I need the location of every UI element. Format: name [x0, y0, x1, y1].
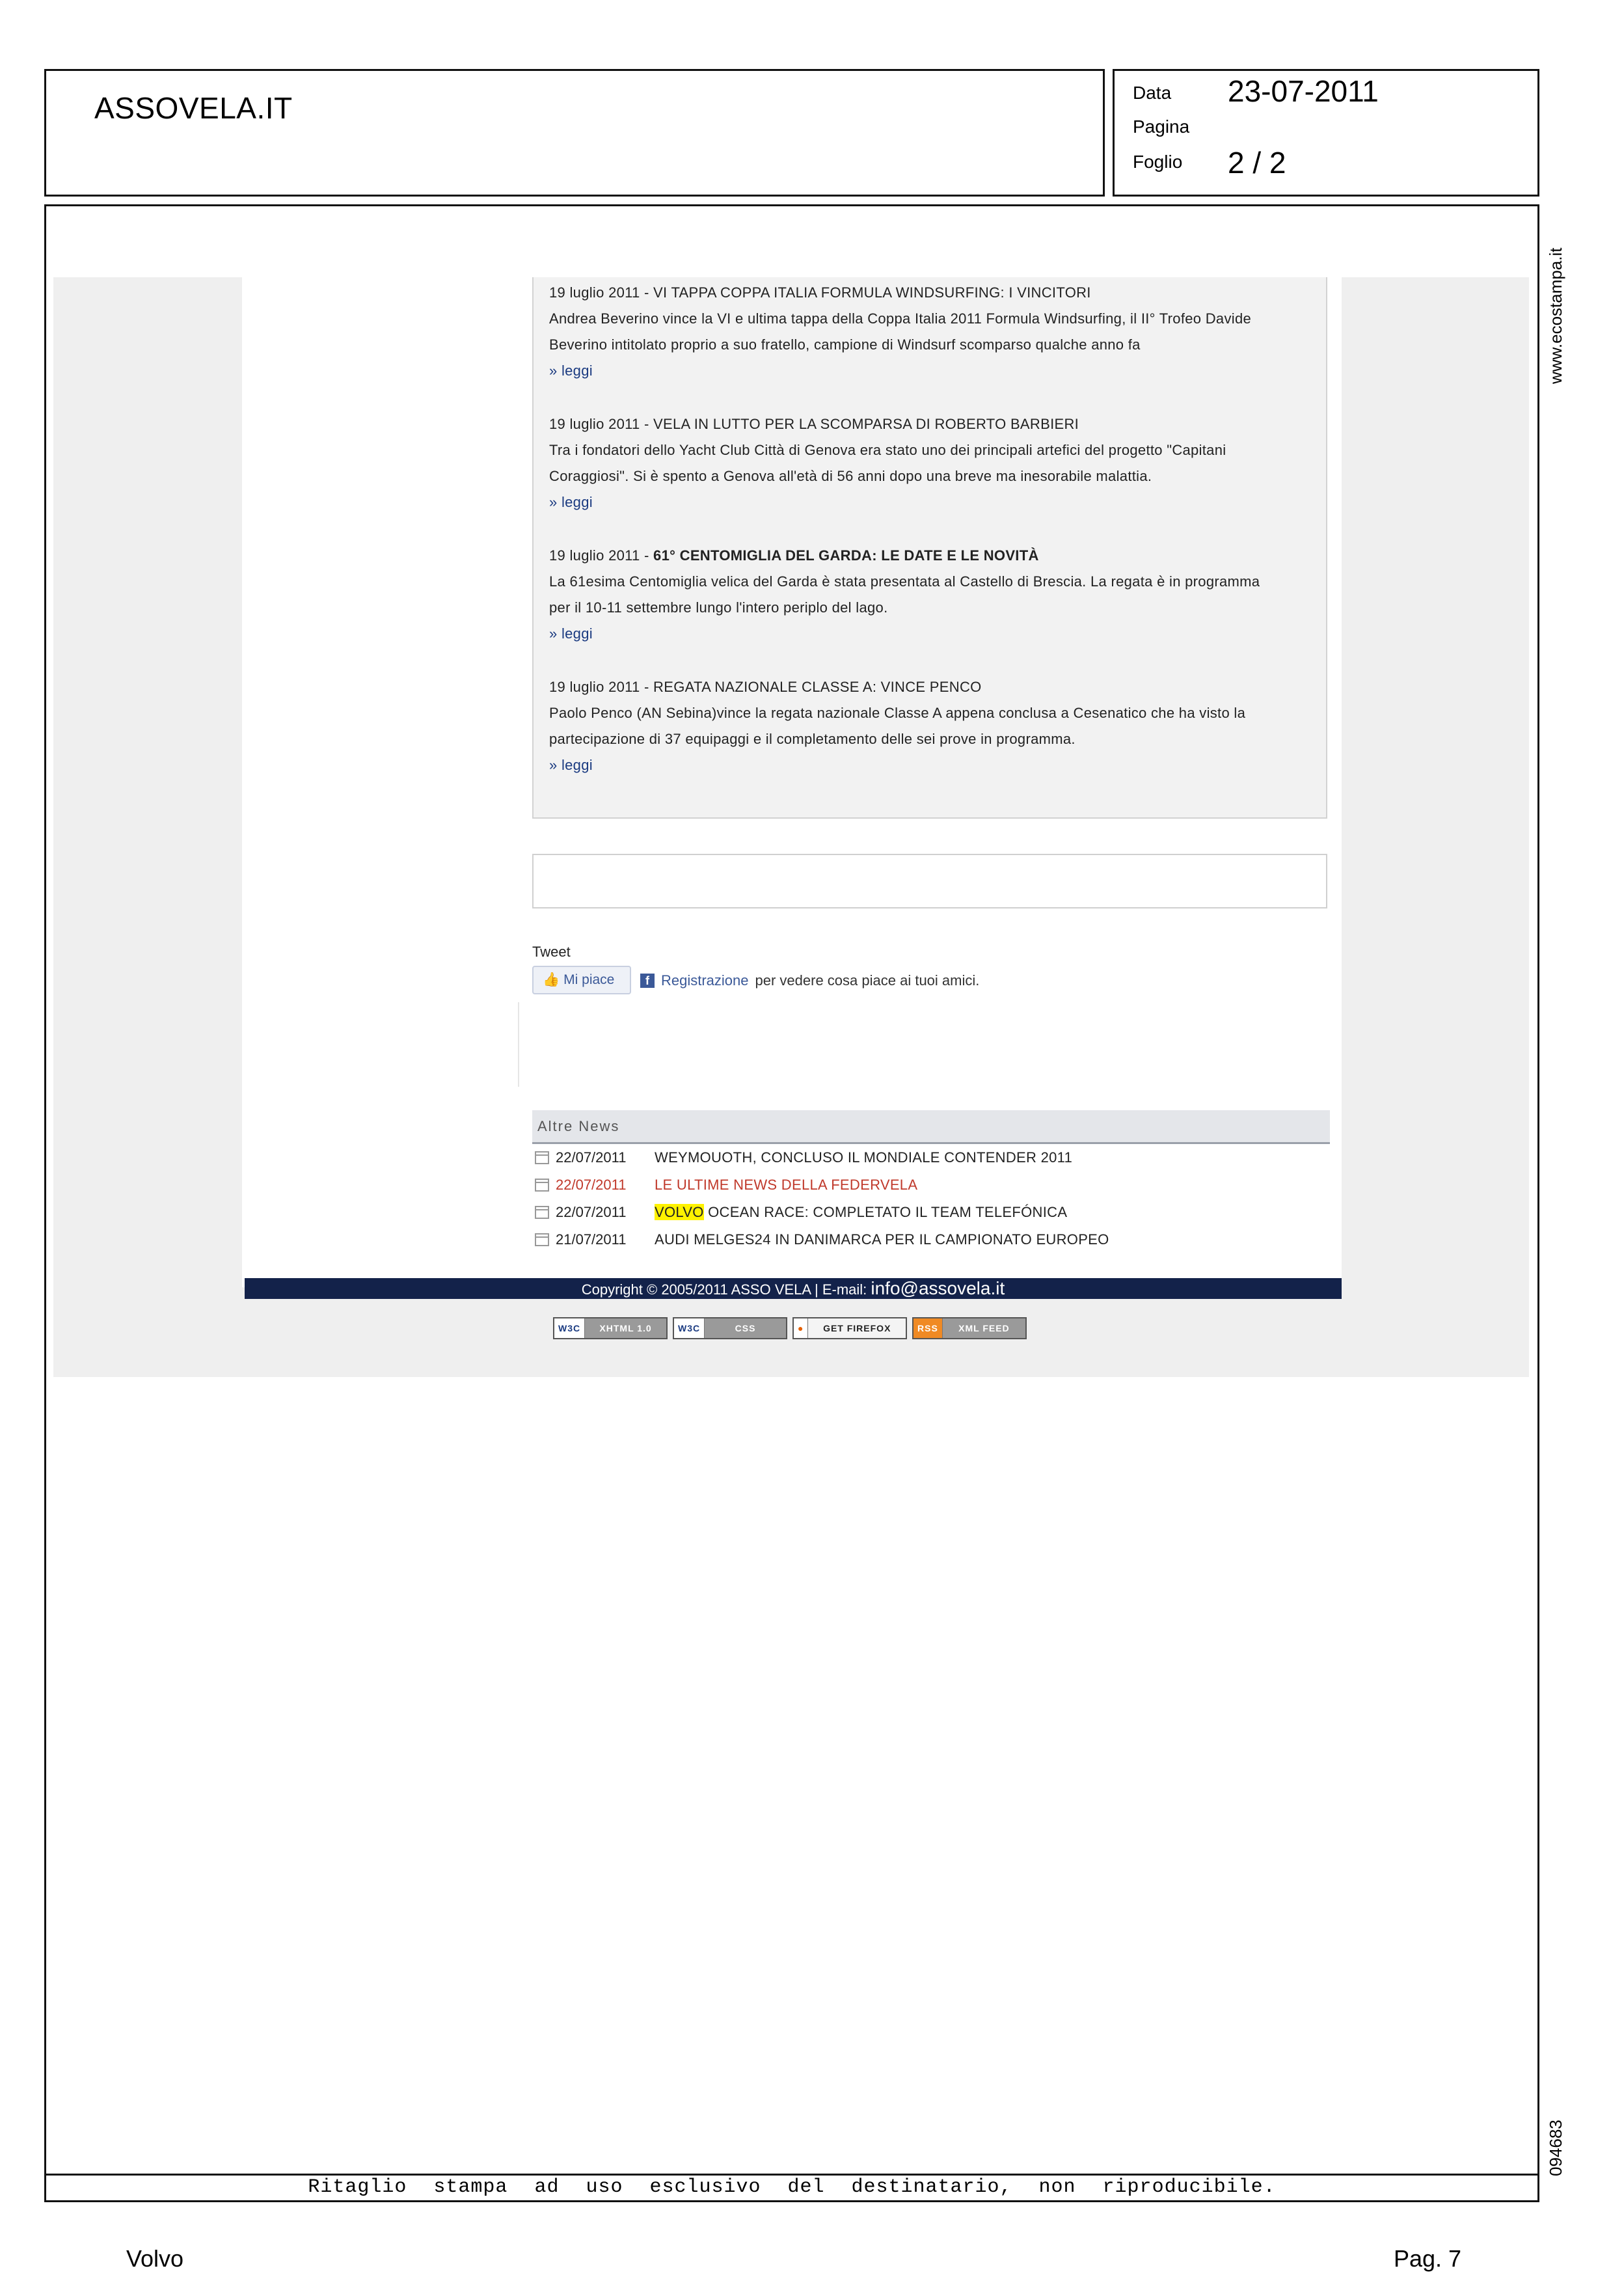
news-item — [549, 543, 1317, 647]
like-label: Mi piace — [563, 972, 615, 987]
email-link[interactable]: info@assovela.it — [871, 1278, 1005, 1298]
news-body: Paolo Penco (AN Sebina)vince la regata nazionale Classe A appena conclusa a Cesenatico che ha visto la — [549, 705, 1246, 721]
news-body: partecipazione di 37 equipaggi e il completamento delle sei prove in programma. — [549, 731, 1076, 747]
news-body: Tra i fondatori dello Yacht Club Città di Genova era stato uno dei principali artefici del progetto "Capitani — [549, 442, 1226, 458]
news-body: Beverino intitolato proprio a suo fratello, campione di Windsurf scomparso qualche anno fa — [549, 336, 1141, 353]
registrazione-link[interactable]: Registrazione — [661, 972, 749, 989]
leggi-link[interactable]: » leggi — [549, 757, 593, 773]
page-number: Pag. 7 — [1394, 2245, 1462, 2272]
item-date: 21/07/2011 — [556, 1231, 627, 1248]
w3c-css-badge[interactable]: W3C CSS — [673, 1317, 787, 1339]
leggi-link[interactable]: » leggi — [549, 362, 593, 379]
copyright-text: Copyright © 2005/2011 ASSO VELA | E-mail: — [581, 1281, 867, 1298]
copyright-bar — [245, 1278, 1342, 1299]
item-title-rest: OCEAN RACE: COMPLETATO IL TEAM TELEFÓNICA — [703, 1204, 1068, 1220]
leggi-link[interactable]: » leggi — [549, 625, 593, 642]
badges-row — [553, 1317, 1027, 1339]
item-title[interactable]: AUDI MELGES24 IN DANIMARCA PER IL CAMPIONATO EUROPEO — [655, 1231, 1109, 1248]
news-date: 19 luglio 2011 - — [549, 416, 649, 432]
side-site: www.ecostampa.it — [1546, 247, 1565, 384]
list-item[interactable] — [535, 1177, 1333, 1194]
news-item — [549, 411, 1317, 515]
thumbs-up-icon: 👍 — [543, 972, 560, 987]
foglio-label: Foglio — [1133, 152, 1183, 172]
news-title[interactable]: VI TAPPA COPPA ITALIA FORMULA WINDSURFING: I VINCITORI — [653, 284, 1091, 301]
calendar-icon — [535, 1233, 549, 1246]
side-code: 094683 — [1546, 2120, 1565, 2176]
footer-keyword: Volvo — [126, 2245, 184, 2272]
list-item[interactable] — [535, 1204, 1333, 1221]
w3c-xhtml-badge[interactable]: W3C XHTML 1.0 — [553, 1317, 668, 1339]
calendar-icon — [535, 1179, 549, 1192]
news-item — [549, 674, 1317, 778]
list-item[interactable] — [535, 1231, 1333, 1248]
news-title[interactable]: 61° CENTOMIGLIA DEL GARDA: LE DATE E LE NOVITÀ — [653, 547, 1039, 564]
tweet-button[interactable]: Tweet — [532, 944, 571, 960]
leggi-link[interactable]: » leggi — [549, 494, 593, 510]
facebook-text: per vedere cosa piace ai tuoi amici. — [755, 972, 980, 989]
publication-name: ASSOVELA.IT — [94, 91, 293, 125]
disclaimer: Ritaglio stampa ad uso esclusivo del destinatario, non riproducibile. — [308, 2176, 1276, 2198]
news-body: Andrea Beverino vince la VI e ultima tappa della Coppa Italia 2011 Formula Windsurfing, il II° Trofeo Davide — [549, 310, 1252, 327]
news-item — [549, 280, 1317, 384]
news-date: 19 luglio 2011 - — [549, 679, 649, 695]
news-title[interactable]: REGATA NAZIONALE CLASSE A: VINCE PENCO — [653, 679, 982, 695]
empty-box — [532, 854, 1327, 908]
calendar-icon — [535, 1151, 549, 1164]
item-date: 22/07/2011 — [556, 1177, 627, 1193]
publication-box — [44, 69, 1105, 197]
like-button[interactable] — [532, 966, 631, 994]
divider — [518, 1002, 519, 1087]
item-title[interactable]: LE ULTIME NEWS DELLA FEDERVELA — [655, 1177, 918, 1193]
news-body: per il 10-11 settembre lungo l'intero periplo del lago. — [549, 599, 888, 616]
data-label: Data — [1133, 83, 1172, 103]
pagina-label: Pagina — [1133, 116, 1190, 137]
frame-separator — [44, 2174, 1539, 2176]
rss-feed-badge[interactable]: RSS XML FEED — [912, 1317, 1027, 1339]
news-body: La 61esima Centomiglia velica del Garda è stata presentata al Castello di Brescia. La regata è in programma — [549, 573, 1260, 590]
data-value: 23-07-2011 — [1228, 74, 1379, 108]
highlighted-keyword: VOLVO — [655, 1204, 704, 1220]
item-date: 22/07/2011 — [556, 1149, 627, 1166]
list-item[interactable] — [535, 1149, 1333, 1166]
metadata-box — [1113, 69, 1539, 197]
facebook-icon: f — [640, 974, 655, 988]
news-date: 19 luglio 2011 - — [549, 547, 649, 564]
facebook-register — [640, 972, 979, 989]
news-title[interactable]: VELA IN LUTTO PER LA SCOMPARSA DI ROBERTO BARBIERI — [653, 416, 1079, 432]
foglio-value: 2 / 2 — [1228, 146, 1286, 180]
firefox-icon: ● — [794, 1318, 808, 1338]
item-title[interactable] — [655, 1204, 1067, 1221]
altre-news-header: Altre News — [532, 1110, 1330, 1144]
item-date: 22/07/2011 — [556, 1204, 627, 1220]
get-firefox-badge[interactable]: ● GET FIREFOX — [792, 1317, 907, 1339]
news-body: Coraggiosi". Si è spento a Genova all'età di 56 anni dopo una breve ma inesorabile malattia. — [549, 468, 1152, 484]
news-date: 19 luglio 2011 - — [549, 284, 649, 301]
item-title[interactable]: WEYMOUOTH, CONCLUSO IL MONDIALE CONTENDER 2011 — [655, 1149, 1073, 1166]
calendar-icon — [535, 1206, 549, 1219]
